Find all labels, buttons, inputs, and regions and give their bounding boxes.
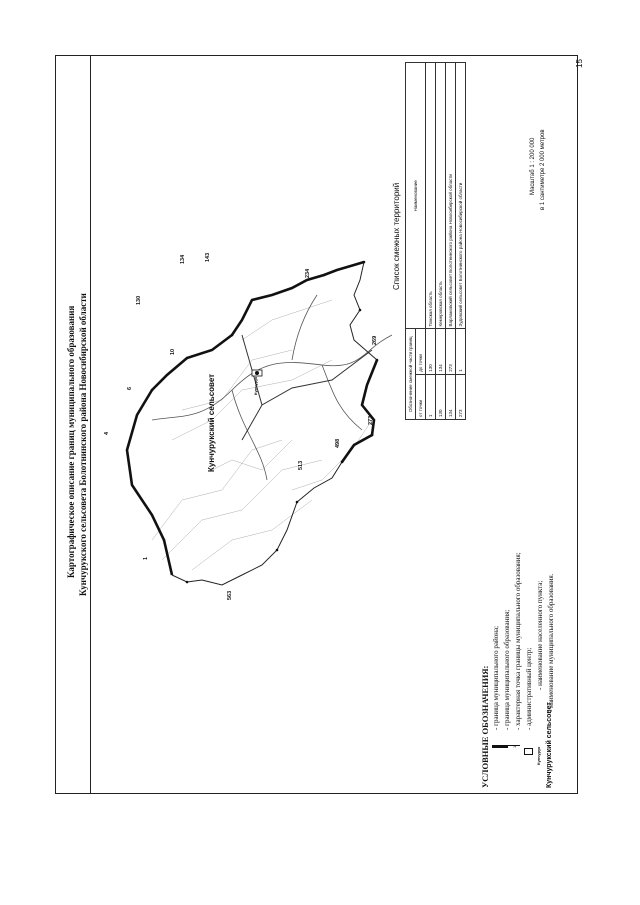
map-settlement-label: Кунчурук: [253, 376, 258, 395]
boundary-point-markers: [151, 261, 379, 584]
point-label-10: 10: [170, 348, 176, 355]
point-label-4: 4: [104, 431, 110, 435]
legend-item-4: - административный центр;: [525, 647, 533, 730]
row-name: Томская область: [426, 63, 436, 330]
page-number: 15: [575, 59, 584, 68]
point-label-234: 234: [305, 268, 311, 278]
adjacent-table-title: Список смежных территорий: [392, 182, 401, 290]
legend-item-3: - характерная точка границы муниципального образования;: [514, 552, 522, 730]
row-to: 134: [436, 329, 446, 374]
table-row: [446, 63, 456, 420]
legend-item-6: - наименование муниципального образования.: [547, 573, 555, 712]
legend-item-2: - граница муниципального образования;: [503, 609, 511, 730]
municipality-boundary: [172, 262, 377, 585]
row-to: 273: [446, 329, 456, 374]
adjacent-header-to: до точки: [416, 329, 426, 374]
legend-item-1: - граница муниципального района;: [492, 625, 500, 730]
adjacent-header-designation: Обозначение смежной части границ: [406, 329, 416, 420]
point-label-130: 130: [136, 295, 142, 305]
rivers: [152, 295, 392, 480]
map-municipality-label: Кунчурукский сельсовет: [207, 373, 216, 472]
scale-ratio: Масштаб 1 : 200 000: [530, 137, 536, 195]
district-boundary-east: [342, 360, 377, 462]
municipality-map: [92, 240, 432, 620]
legend-title: УСЛОВНЫЕ ОБОЗНАЧЕНИЯ:: [480, 665, 490, 788]
point-label-134: 134: [180, 254, 186, 264]
row-to: 1: [456, 329, 466, 374]
table-row: [436, 63, 446, 420]
administrative-center-icon: [252, 370, 262, 376]
row-name: Кемеровская область: [436, 63, 446, 330]
point-label-1: 1: [143, 556, 149, 560]
title-line-2: Кунчурукского сельсовета Болотнинского района Новосибирской области: [78, 293, 88, 596]
row-from: 273: [456, 374, 466, 419]
row-to: 130: [426, 329, 436, 374]
adjacent-header-from: от точки: [416, 374, 426, 419]
adjacent-table-wrapper: [405, 62, 466, 420]
row-name: Варламовский сельсовет Болотнинского района Новосибирской области: [446, 63, 456, 330]
row-from: 130: [436, 374, 446, 419]
row-from: 1: [426, 374, 436, 419]
terrain-contours: [152, 300, 372, 570]
point-label-273: 273: [368, 415, 374, 425]
point-label-498: 498: [335, 438, 341, 448]
legend-item-5: - наименование населенного пункта;: [536, 580, 544, 690]
legend-settlement-sample: Кунчурук: [536, 746, 541, 765]
scale-description: в 1 сантиметре 2 000 метров: [540, 129, 546, 210]
table-row: [456, 63, 466, 420]
title-line-1: Картографическое описание границ муниципального образования: [66, 305, 76, 578]
row-from: 134: [446, 374, 456, 419]
legend-point-sample: 1: [512, 745, 517, 748]
point-label-563: 563: [227, 590, 233, 600]
point-label-269: 269: [372, 335, 378, 345]
point-label-143: 143: [205, 252, 211, 262]
legend-admin-center-icon: [524, 748, 533, 755]
adjacent-table: [405, 62, 466, 420]
roads: [242, 335, 372, 440]
table-row: [426, 63, 436, 420]
title-divider: [90, 55, 91, 794]
point-label-6: 6: [127, 386, 133, 390]
legend-municipality-sample: Кунчурукский сельсовет: [546, 702, 553, 788]
point-label-513: 513: [298, 460, 304, 470]
row-name: Зудовский сельсовет Болотнинского района Новосибирской области: [456, 63, 466, 330]
adjacent-header-name: Наименование: [406, 63, 426, 330]
